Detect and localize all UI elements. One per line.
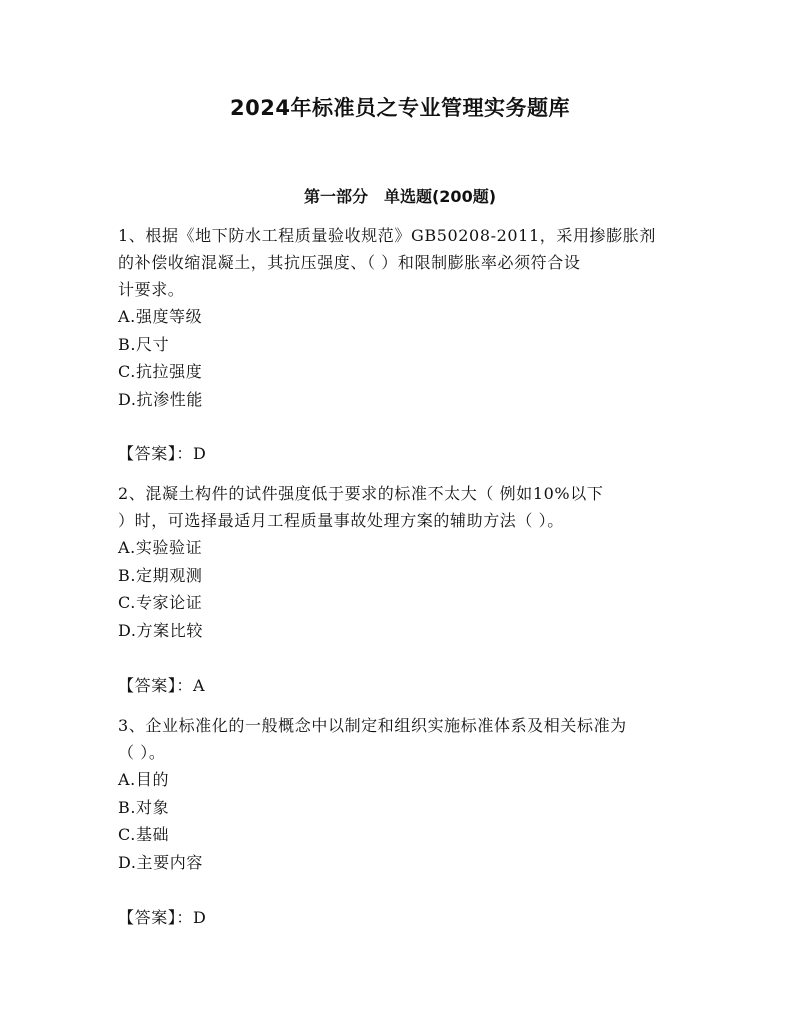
option-d: D.主要内容: [118, 852, 203, 872]
question-stem-line: （ ）。: [118, 743, 166, 762]
option-a: A.强度等级: [118, 307, 203, 326]
question-stem-line: 的补偿收缩混凝土，其抗压强度、（ ）和限制膨胀率必须符合设: [118, 253, 581, 272]
option-d: D.方案比较: [118, 620, 203, 640]
question-1: [118, 222, 688, 413]
answer-value: D: [193, 444, 207, 463]
option-c: C.抗拉强度: [118, 362, 203, 381]
question-stem-line: 计要求。: [118, 280, 185, 299]
question-2-options: [118, 534, 688, 644]
question-2: [118, 480, 688, 644]
question-stem-line: ）时，可选择最适月工程质量事故处理方案的辅助方法（ ）。: [118, 511, 564, 530]
question-stem-line: 2、混凝土构件的试件强度低于要求的标准不太大（ 例如10%以下: [118, 484, 604, 503]
question-2-stem: [118, 480, 688, 534]
question-3-answer: [118, 904, 206, 931]
option-a: A.目的: [118, 770, 170, 789]
question-stem-line: 3、企业标准化的一般概念中以制定和组织实施标准体系及相关标准为: [118, 716, 627, 735]
option-c: C.专家论证: [118, 593, 203, 612]
section-part: 第一部分: [303, 187, 368, 206]
question-1-stem: [118, 222, 688, 303]
option-b: B.尺寸: [118, 334, 170, 354]
answer-label: 【答案】：: [118, 908, 194, 927]
question-1-options: [118, 303, 688, 413]
question-3: [118, 712, 688, 876]
document-title: 2024年标准员之专业管理实务题库: [230, 96, 570, 120]
option-c: C.基础: [118, 825, 170, 844]
question-stem-line: 1、根据《地下防水工程质量验收规范》GB50208-2011，采用掺膨胀剂: [118, 226, 656, 245]
question-3-options: [118, 766, 688, 876]
option-b: B.定期观测: [118, 565, 203, 585]
question-1-answer: [118, 440, 206, 467]
question-2-answer: [118, 672, 205, 699]
answer-value: A: [193, 676, 206, 695]
section-heading: [0, 184, 800, 207]
option-b: B.对象: [118, 797, 170, 817]
question-3-stem: [118, 712, 688, 766]
option-d: D.抗渗性能: [118, 389, 203, 409]
section-name: 单选题(200题): [383, 187, 497, 206]
answer-value: D: [193, 908, 207, 927]
option-a: A.实验验证: [118, 538, 203, 557]
answer-label: 【答案】：: [118, 444, 194, 463]
answer-label: 【答案】：: [118, 676, 194, 695]
